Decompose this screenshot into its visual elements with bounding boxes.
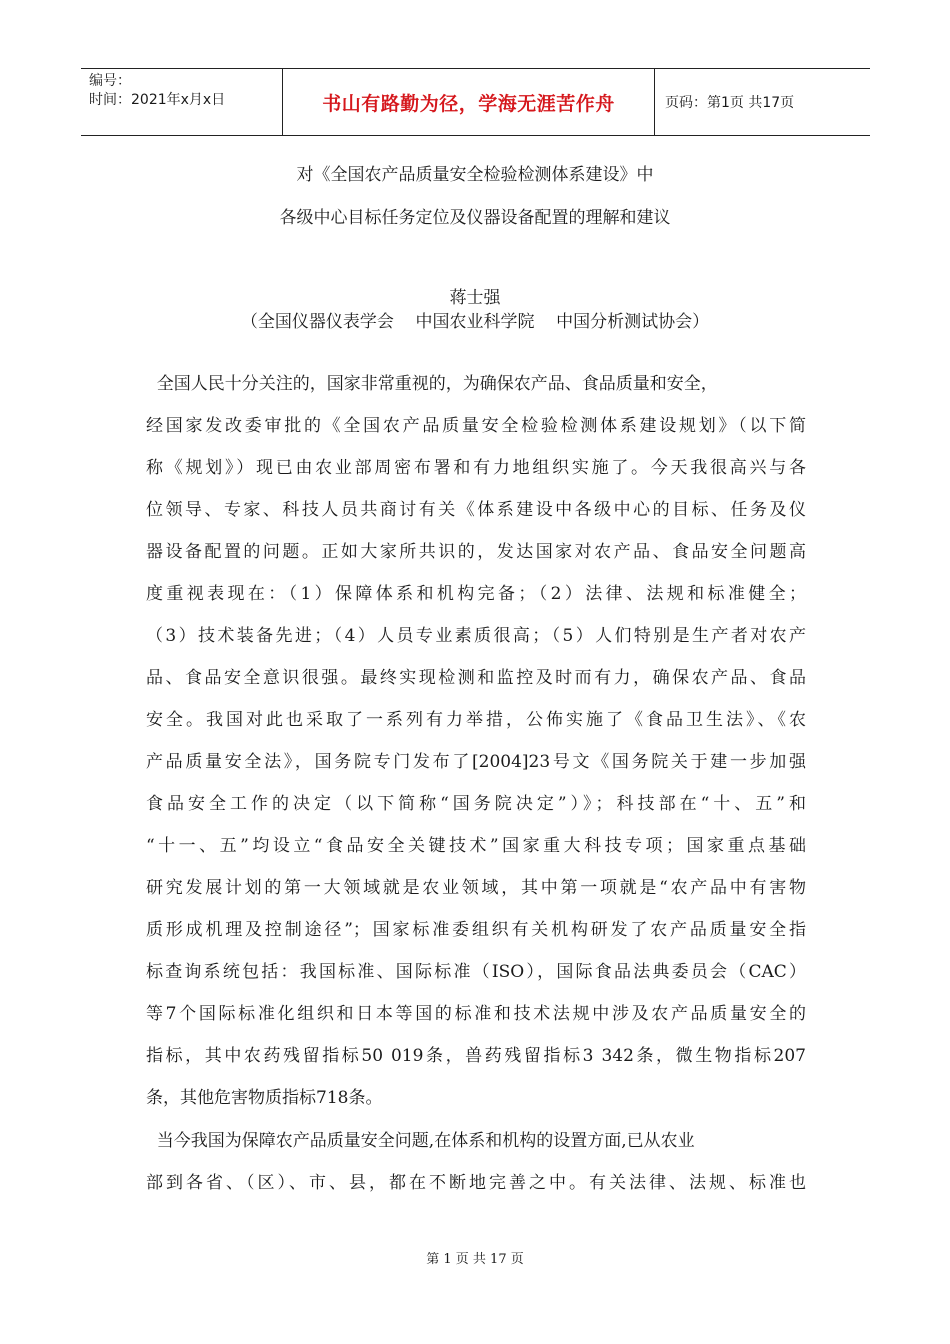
paragraph-line: 食品安全工作的决定（以下简称“国务院决定”）》；科技部在“十、五”和 (146, 794, 806, 814)
document-title-line-2: 各级中心目标任务定位及仪器设备配置的理解和建议 (279, 208, 671, 228)
paragraph-line: 经国家发改委审批的《全国农产品质量安全检验检测体系建设规划》（以下简 (146, 416, 806, 436)
document-number-label: 编号： (89, 73, 131, 89)
author-name: 蒋士强 (449, 288, 501, 308)
paragraph-line: 度重视表现在：（1）保障体系和机构完备；（2）法律、法规和标准健全； (146, 584, 806, 604)
page-header (81, 68, 870, 136)
header-page-info: 页码：第1页 共17页 (665, 95, 795, 111)
paragraph-line: 当今我国为保障农产品质量安全问题,在体系和机构的设置方面,已从农业 (146, 1131, 695, 1151)
paragraph-line: 产品质量安全法》，国务院专门发布了[2004]23号文《国务院关于建一步加强 (146, 752, 806, 772)
author-affiliation: （全国仪器仪表学会 中国农业科学院 中国分析测试协会） (240, 312, 710, 332)
document-date-label: 时间：2021年x月x日 (89, 92, 226, 108)
paragraph-line: 等7个国际标准化组织和日本等国的标准和技术法规中涉及农产品质量安全的 (146, 1004, 806, 1024)
paragraph-line: 研究发展计划的第一大领域就是农业领域，其中第一项就是“农产品中有害物 (146, 878, 806, 898)
header-meta-cell (81, 69, 283, 135)
paragraph-line: （3）技术装备先进；（4）人员专业素质很高；（5）人们特别是生产者对农产 (146, 626, 806, 646)
paragraph-line: 全国人民十分关注的，国家非常重视的，为确保农产品、食品质量和安全， (146, 374, 718, 394)
body-paragraph-2 (146, 1120, 806, 1204)
paragraph-line: 部到各省、（区）、市、县，都在不断地完善之中。有关法律、法规、标准也 (146, 1173, 806, 1193)
paragraph-line: 指标，其中农药残留指标50 019条，兽药残留指标3 342条，微生物指标207 (146, 1046, 806, 1066)
paragraph-line: 称《规划》）现已由农业部周密布署和有力地组织实施了。今天我很高兴与各 (146, 458, 806, 478)
paragraph-line: “十一、五”均设立“食品安全关键技术”国家重大科技专项；国家重点基础 (146, 836, 806, 856)
page-footer: 第 1 页 共 17 页 (426, 1252, 524, 1267)
paragraph-line: 条，其他危害物质指标718条。 (146, 1088, 383, 1108)
header-motto: 书山有路勤为径，学海无涯苦作舟 (283, 69, 655, 135)
paragraph-line: 安全。我国对此也采取了一系列有力举措，公佈实施了《食品卫生法》、《农 (146, 710, 806, 730)
paragraph-line: 器设备配置的问题。正如大家所共识的，发达国家对农产品、食品安全问题高 (146, 542, 806, 562)
paragraph-line: 质形成机理及控制途径”；国家标准委组织有关机构研发了农产品质量安全指 (146, 920, 806, 940)
paragraph-line: 位领导、专家、科技人员共商讨有关《体系建设中各级中心的目标、任务及仪 (146, 500, 806, 520)
paragraph-line: 标查询系统包括：我国标准、国际标准（ISO），国际食品法典委员会（CAC） (146, 962, 806, 982)
document-title-line-1: 对《全国农产品质量安全检验检测体系建设》中 (296, 165, 654, 185)
body-paragraph-1 (146, 363, 806, 1119)
paragraph-line: 品、食品安全意识很强。最终实现检测和监控及时而有力，确保农产品、食品 (146, 668, 806, 688)
